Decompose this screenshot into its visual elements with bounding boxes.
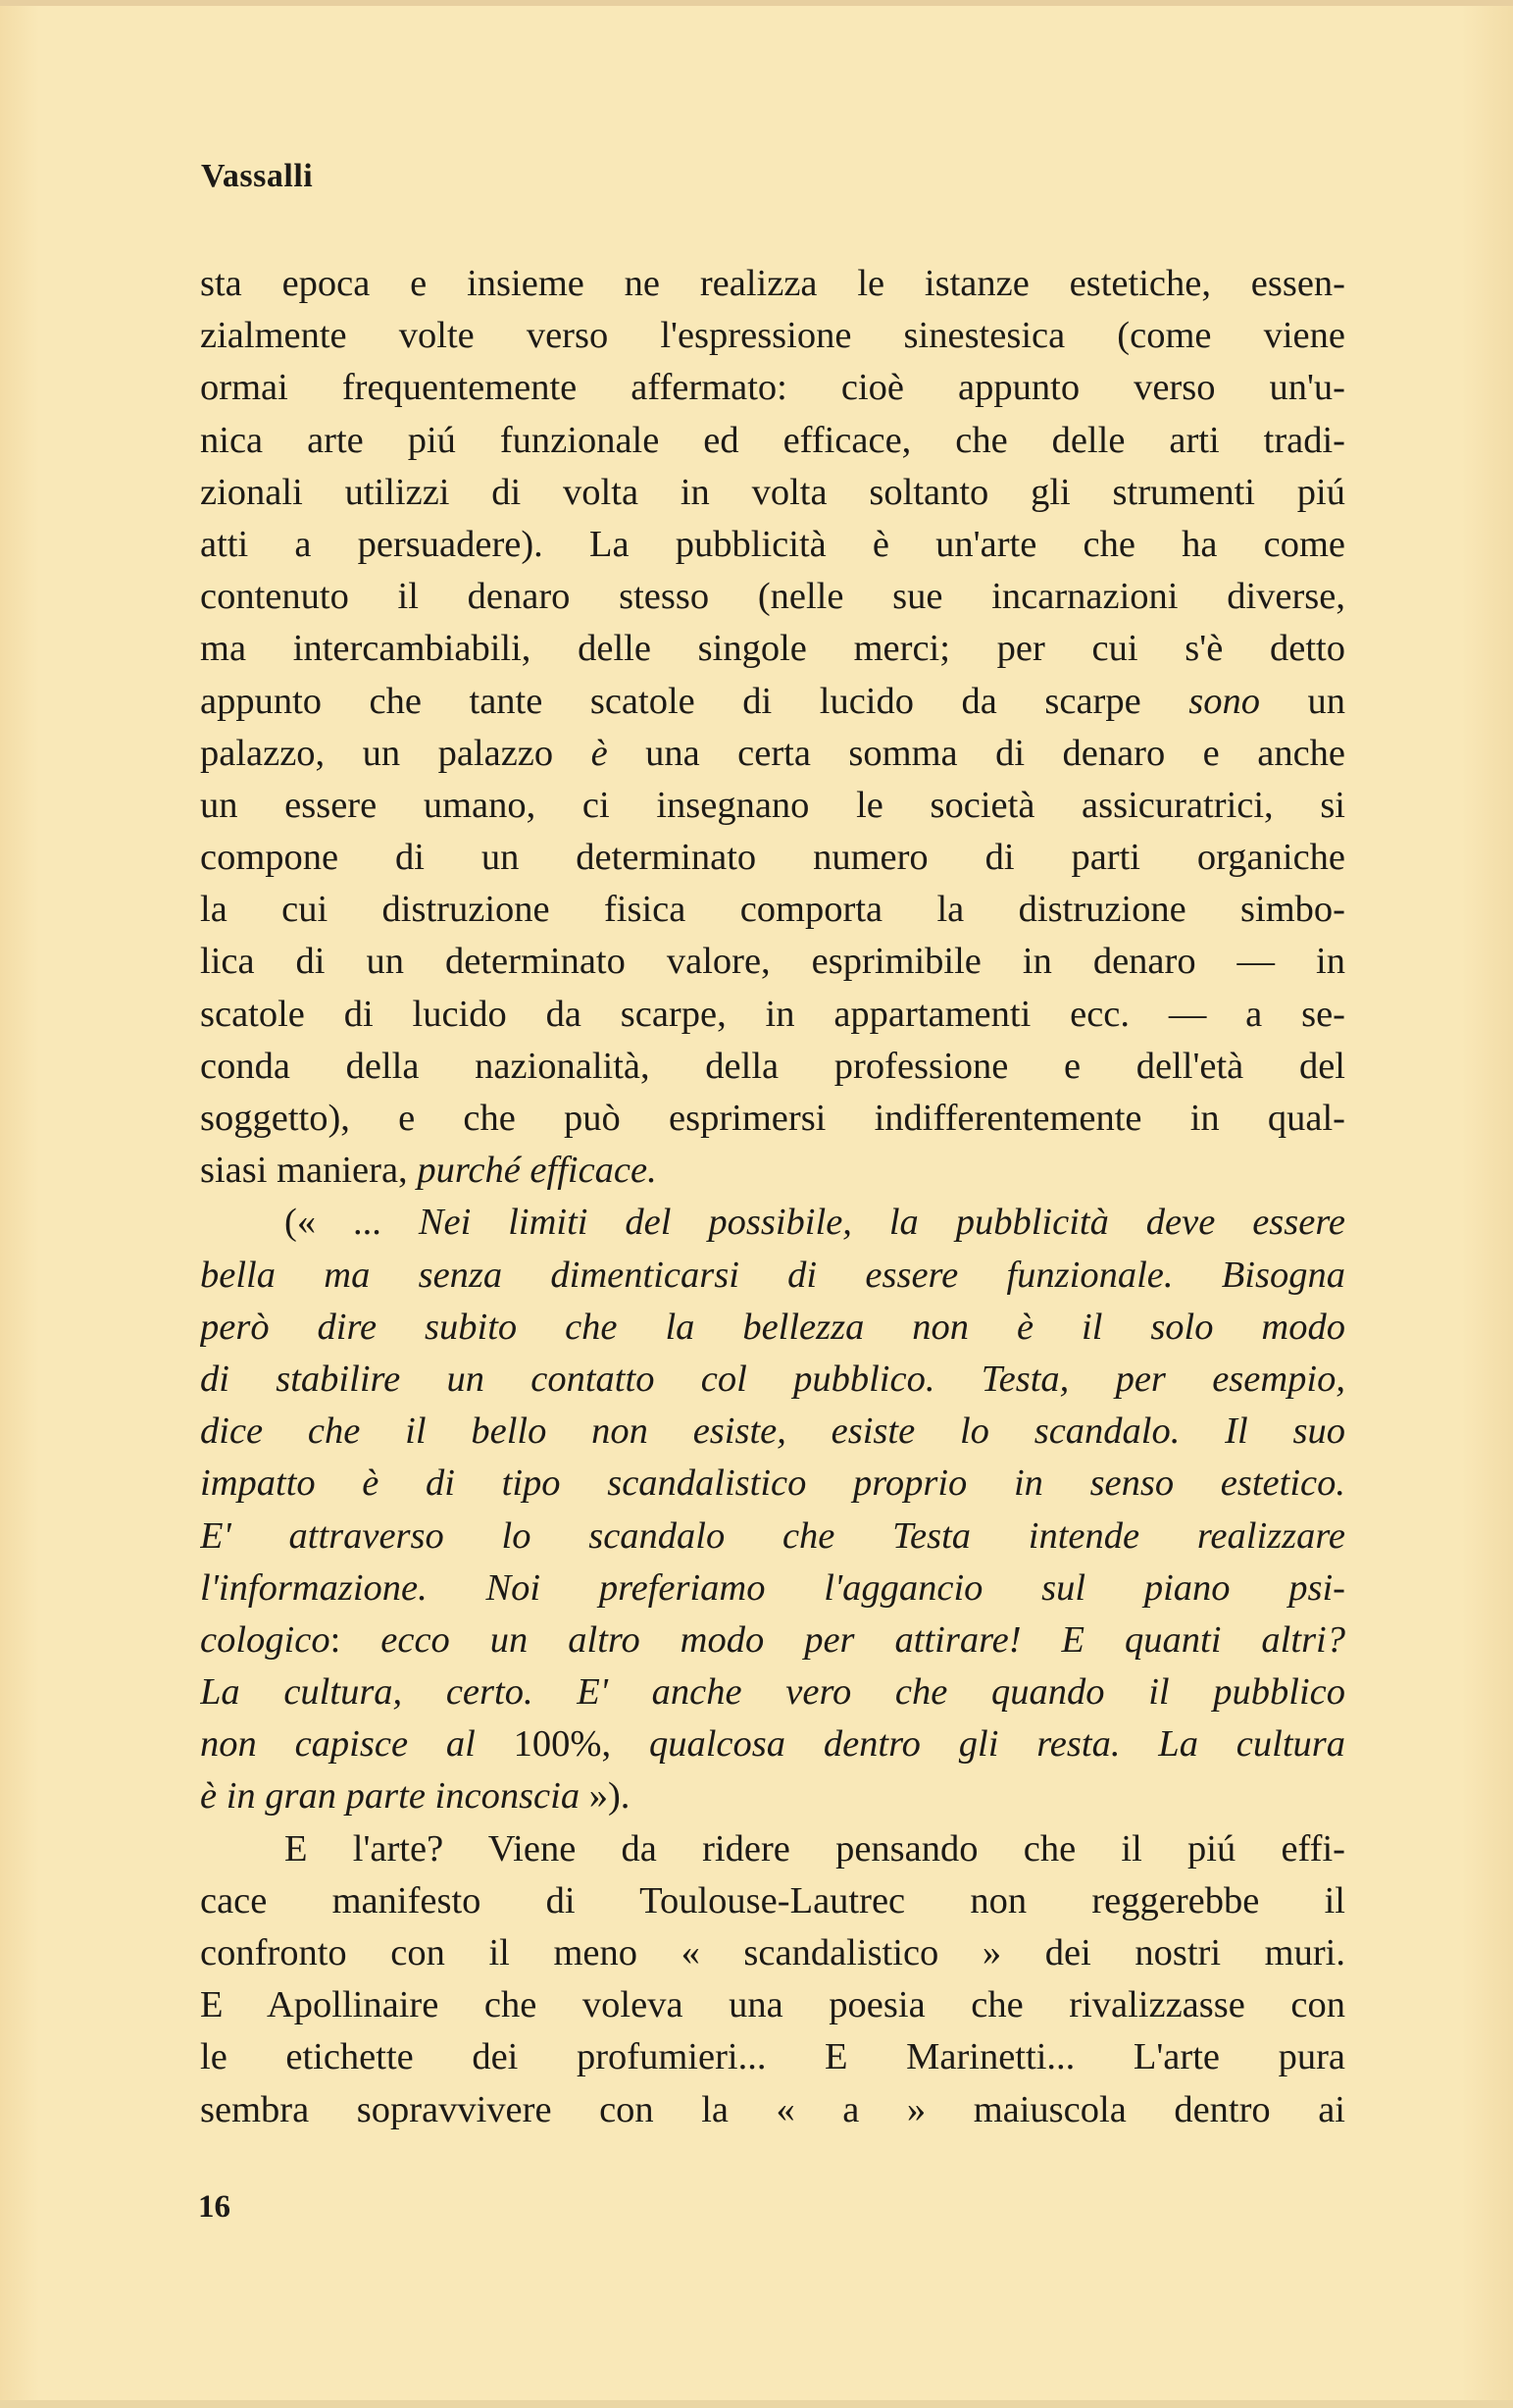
text-line: le etichette dei profumieri... E Marinetti... L'arte pura [200,2036,1345,2078]
quote-line: non capisce al 100%, qualcosa dentro gli resta. La cultura [200,1723,1345,1766]
quote-line: l'informazione. Noi preferiamo l'aggancio sul piano psi- [200,1566,1345,1609]
text-line: atti a persuadere). La pubblicità è un'arte che ha come [200,523,1345,565]
text-line: lica di un determinato valore, esprimibile in denaro — in [200,941,1345,983]
text-line: scatole di lucido da scarpe, in appartamenti ecc. — a se- [200,993,1345,1035]
text-line: confronto con il meno « scandalistico » dei nostri muri. [200,1932,1345,1973]
page-number: 16 [198,2189,230,2225]
emphasis: purché efficace. [417,1150,657,1192]
text-line: E l'arte? Viene da ridere pensando che il piú effi- [284,1827,1345,1870]
quote-line: di stabilire un contatto col pubblico. Testa, per esempio, [200,1358,1345,1400]
text-line: sta epoca e insieme ne realizza le istanze estetiche, essen- [200,263,1345,304]
text-line: nica arte piú funzionale ed efficace, che delle arti tradi- [200,419,1345,461]
page-top-edge [0,0,1513,6]
quote-line: (« ... Nei limiti del possibile, la pubblicità deve essere [284,1202,1345,1244]
text-line: soggetto), e che può esprimersi indifferentemente in qual- [200,1098,1345,1139]
text-line: zionali utilizzi di volta in volta soltanto gli strumenti piú [200,471,1345,513]
quote-line: La cultura, certo. E' anche vero che quando il pubblico [200,1671,1345,1714]
quote-line: impatto è di tipo scandalistico proprio in senso estetico. [200,1462,1345,1505]
text-line: appunto che tante scatole di lucido da scarpe sono un [200,680,1345,722]
text-line: la cui distruzione fisica comporta la distruzione simbo- [200,889,1345,931]
text-line: E Apollinaire che voleva una poesia che rivalizzasse con [200,1984,1345,2026]
text-line: zialmente volte verso l'espressione sinestesica (come viene [200,315,1345,357]
body-text [200,258,1345,2136]
quote-line: bella ma senza dimenticarsi di essere funzionale. Bisogna [200,1254,1345,1296]
page-bottom-edge [0,2400,1513,2408]
text-line: palazzo, un palazzo è una certa somma di denaro e anche [200,732,1345,774]
quote-line: è in gran parte inconscia »). [200,1775,630,1818]
text-line: conda della nazionalità, della professione e dell'età del [200,1045,1345,1087]
emphasis: sono [1188,680,1260,722]
text-line: sembra sopravvivere con la « a » maiuscola dentro ai [200,2088,1345,2130]
text-line: ma intercambiabili, delle singole merci; per cui s'è detto [200,628,1345,670]
quote-line: però dire subito che la bellezza non è il solo modo [200,1306,1345,1348]
text-line: ormai frequentemente affermato: cioè appunto verso un'u- [200,367,1345,409]
text-line: cace manifesto di Toulouse-Lautrec non reggerebbe il [200,1879,1345,1921]
text-line: un essere umano, ci insegnano le società assicuratrici, si [200,784,1345,826]
emphasis: è [590,732,608,774]
quote-line: cologico: ecco un altro modo per attirare! E quanti altri? [200,1618,1345,1661]
text-line: contenuto il denaro stesso (nelle sue incarnazioni diverse, [200,576,1345,618]
quote-line: E' attraverso lo scandalo che Testa intende realizzare [200,1514,1345,1557]
text-line: compone di un determinato numero di parti organiche [200,837,1345,879]
text-line: siasi maniera, purché efficace. [200,1150,657,1192]
running-head: Vassalli [201,158,314,194]
quote-line: dice che il bello non esiste, esiste lo scandalo. Il suo [200,1410,1345,1453]
